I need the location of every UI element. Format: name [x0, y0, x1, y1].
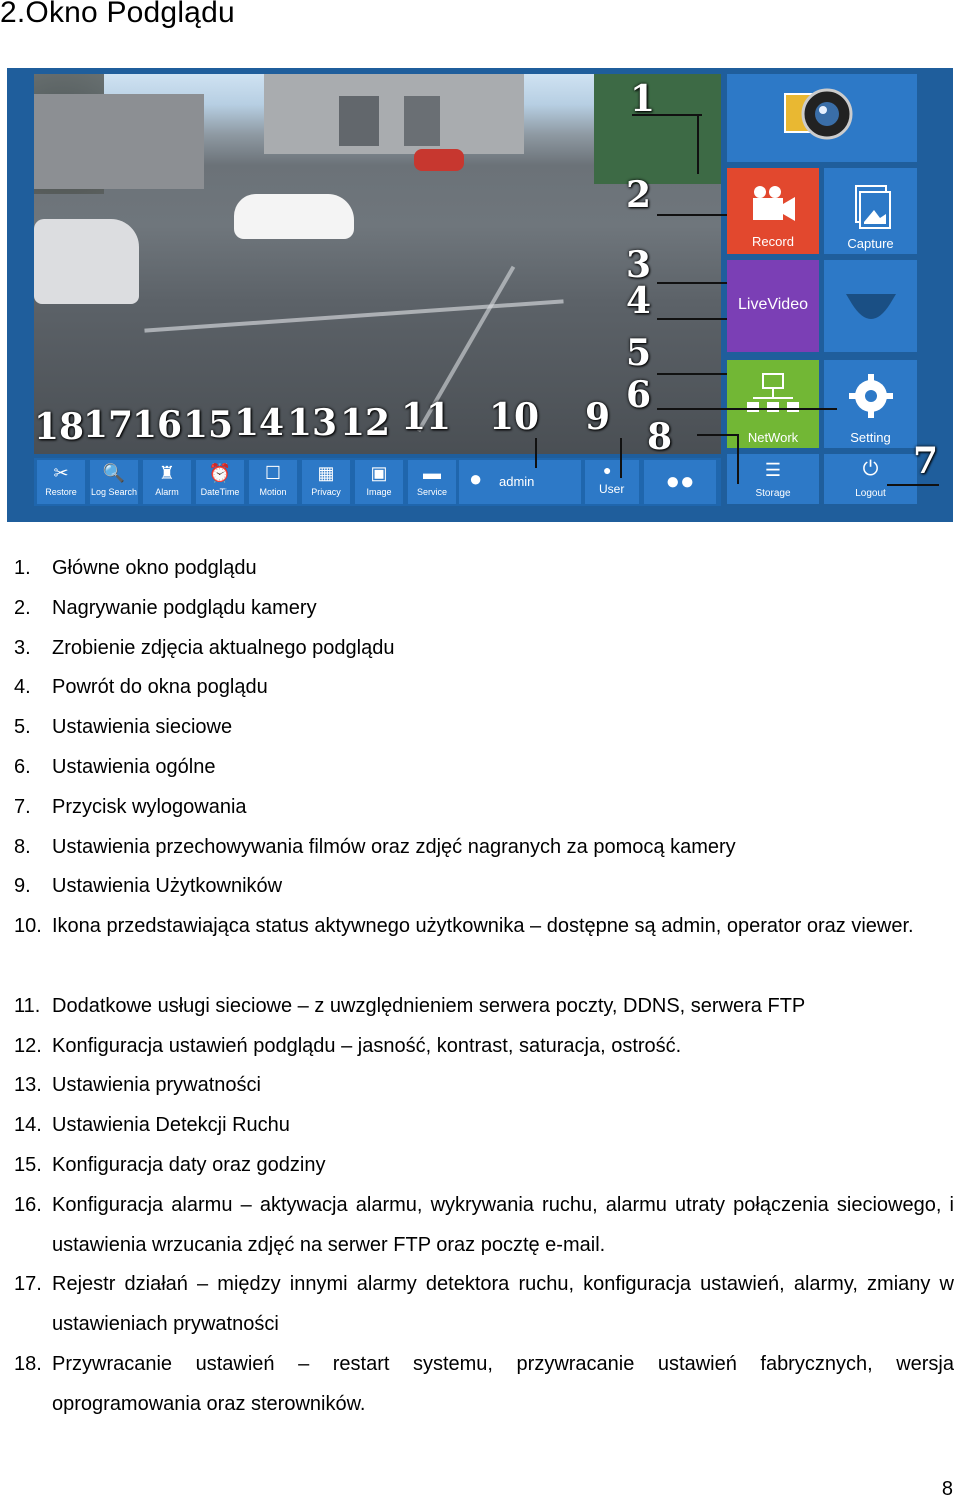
- callout-9: 9: [585, 396, 611, 438]
- toolbar-label: Log Search: [90, 487, 138, 497]
- legend-number: 4.: [14, 676, 31, 699]
- callout-16: 16: [132, 404, 183, 446]
- image-button[interactable]: [355, 460, 403, 504]
- image-icon: ▣: [370, 463, 388, 483]
- network-label: NetWork: [747, 430, 799, 445]
- camera-lens-icon: [727, 74, 917, 162]
- legend-text: Ustawienia Detekcji Ruchu: [52, 1114, 290, 1137]
- building: [34, 94, 204, 189]
- toolbar-label: Restore: [45, 487, 77, 497]
- callout-line: [657, 282, 727, 284]
- folder-icon: ▬: [423, 463, 441, 483]
- admin-label: admin: [499, 474, 535, 489]
- legend-number: 1.: [14, 557, 31, 579]
- storage-tile[interactable]: [727, 454, 819, 504]
- callout-14: 14: [234, 402, 285, 444]
- legend-text: Zrobienie zdjęcia aktualnego podglądu: [52, 636, 395, 659]
- parking-line: [144, 299, 563, 332]
- toolbar-label: DateTime: [200, 487, 240, 497]
- page-title: 2.Okno Podglądu: [0, 0, 235, 29]
- database-icon: ☰: [764, 460, 782, 480]
- callout-3: 3: [626, 244, 652, 286]
- legend-number: 9.: [14, 875, 31, 898]
- legend-number: 6.: [14, 756, 31, 778]
- toolbar-label: Service: [416, 487, 447, 497]
- callout-line: [657, 214, 727, 216]
- legend-number: 14.: [14, 1114, 42, 1137]
- callout-line: [657, 408, 837, 410]
- users-group-icon[interactable]: ●●: [644, 460, 716, 504]
- camera-ui-screenshot: [7, 68, 953, 522]
- white-car: [234, 194, 354, 239]
- log-search-button[interactable]: [90, 460, 138, 504]
- callout-18: 18: [34, 406, 85, 448]
- legend-text: Główne okno podglądu: [52, 557, 257, 579]
- legend-number: 13.: [14, 1074, 42, 1097]
- live-preview-window[interactable]: [34, 74, 721, 454]
- privacy-icon: ▦: [317, 463, 335, 483]
- legend-text: Ustawienia prywatności: [52, 1074, 261, 1097]
- alarm-button[interactable]: [143, 460, 191, 504]
- callout-2: 2: [626, 174, 652, 216]
- capture-tile[interactable]: [824, 168, 917, 254]
- legend-text: Dodatkowe usługi sieciowe – z uwzględnieniem serwera poczty, DDNS, serwera FTP: [52, 994, 806, 1017]
- record-tile[interactable]: [727, 168, 819, 254]
- legend-text: Przywracanie ustawień – restart systemu, przywracanie ustawień fabrycznych, wersja oprogramowania oraz sterowników.: [52, 1353, 954, 1415]
- admin-status[interactable]: [459, 460, 581, 504]
- logout-label: Logout: [855, 488, 886, 499]
- callout-line: [887, 484, 939, 486]
- capture-label: Capture: [847, 236, 894, 251]
- livevideo-tile[interactable]: [727, 260, 819, 352]
- legend-text: Ustawienia ogólne: [52, 756, 216, 778]
- legend-number: 10.: [14, 915, 42, 938]
- legend-number: 3.: [14, 636, 31, 659]
- callout-line: [620, 438, 622, 478]
- legend-text: Konfiguracja ustawień podglądu – jasność, kontrast, saturacja, ostrość.: [52, 1034, 682, 1057]
- page-number: 8: [941, 1478, 953, 1500]
- callout-line: [737, 434, 739, 484]
- callout-4: 4: [626, 280, 652, 322]
- wrench-icon: ✂: [53, 463, 69, 483]
- legend-text: Ustawienia Użytkowników: [52, 875, 283, 898]
- legend-text: Nagrywanie podglądu kamery: [52, 596, 317, 619]
- legend-number: 16.: [14, 1193, 42, 1216]
- callout-17: 17: [83, 404, 134, 446]
- callout-line: [657, 318, 727, 320]
- network-tile[interactable]: [727, 360, 819, 448]
- legend-number: 7.: [14, 795, 31, 818]
- garage-door: [339, 96, 379, 146]
- alarm-icon: ♜: [158, 463, 176, 483]
- legend-number: 17.: [14, 1273, 42, 1296]
- user-label: User: [599, 482, 625, 496]
- service-button[interactable]: [408, 460, 456, 504]
- red-car: [414, 149, 464, 171]
- legend-text: Przycisk wylogowania: [52, 795, 247, 818]
- callout-line: [697, 434, 737, 436]
- toolbar-label: Image: [366, 487, 392, 497]
- motion-icon: ☐: [264, 463, 282, 483]
- callout-15: 15: [183, 404, 234, 446]
- search-icon: 🔍: [102, 463, 126, 483]
- logout-tile[interactable]: [824, 454, 917, 504]
- green-building: [594, 74, 721, 184]
- callout-12: 12: [340, 402, 391, 444]
- user-icon: ●: [603, 462, 612, 478]
- user-settings-button[interactable]: [585, 460, 639, 504]
- legend-text: Ustawienia sieciowe: [52, 716, 233, 739]
- legend-number: 11.: [14, 994, 41, 1017]
- legend-text: Ikona przedstawiająca status aktywnego użytkownika – dostępne są admin, operator oraz viewer.: [52, 915, 914, 938]
- motion-button[interactable]: [249, 460, 297, 504]
- livevideo-label: LiveVideo: [738, 296, 808, 313]
- garage-door: [404, 96, 440, 146]
- legend-text: Konfiguracja daty oraz godziny: [52, 1154, 326, 1176]
- user-icon: ●: [469, 466, 483, 491]
- callout-8: 8: [647, 416, 673, 458]
- record-label: Record: [752, 234, 794, 249]
- legend-text: Rejestr działań – między innymi alarmy detektora ruchu, konfiguracja ustawień, alarmy, zmiany w ustawieniach prywatności: [52, 1273, 954, 1336]
- callout-line: [535, 438, 537, 468]
- legend-text: Konfiguracja alarmu – aktywacja alarmu, wykrywania ruchu, alarmu utraty połączenia sieciowego, i ustawienia wrzucania zdjęć na serwer FTP oraz pocztę e-mail.: [52, 1193, 954, 1256]
- restore-button[interactable]: [37, 460, 85, 504]
- legend-text: Powrót do okna poglądu: [52, 676, 268, 699]
- legend-number: 5.: [14, 716, 31, 739]
- legend-number: 8.: [14, 835, 31, 858]
- datetime-button[interactable]: [196, 460, 244, 504]
- legend-text: Ustawienia przechowywania filmów oraz zdjęć nagranych za pomocą kamery: [52, 835, 736, 858]
- legend-number: 15.: [14, 1154, 42, 1176]
- dome-camera-tile[interactable]: [824, 260, 917, 352]
- legend-number: 2.: [14, 596, 31, 619]
- setting-label: Setting: [850, 430, 891, 445]
- callout-5: 5: [626, 332, 652, 374]
- storage-label: Storage: [755, 488, 791, 499]
- toolbar-label: Motion: [259, 487, 287, 497]
- callout-7: 7: [913, 440, 939, 482]
- setting-tile[interactable]: [824, 360, 917, 448]
- callout-10: 10: [489, 396, 540, 438]
- toolbar-label: Alarm: [155, 487, 179, 497]
- warehouse: [264, 74, 524, 154]
- callout-11: 11: [401, 396, 452, 438]
- clock-icon: ⏰: [208, 463, 232, 483]
- callout-6: 6: [626, 374, 652, 416]
- callout-13: 13: [287, 402, 338, 444]
- silver-van: [34, 219, 139, 304]
- power-icon: ⏻: [862, 458, 879, 480]
- dome-camera-icon: [824, 260, 917, 352]
- legend-number: 12.: [14, 1034, 42, 1057]
- privacy-button[interactable]: [302, 460, 350, 504]
- callout-1: 1: [630, 78, 656, 120]
- callout-line: [657, 373, 727, 375]
- camera-lens-tile[interactable]: [727, 74, 917, 162]
- legend-number: 18.: [14, 1353, 42, 1375]
- callout-line: [697, 114, 699, 174]
- toolbar-label: Privacy: [311, 487, 341, 497]
